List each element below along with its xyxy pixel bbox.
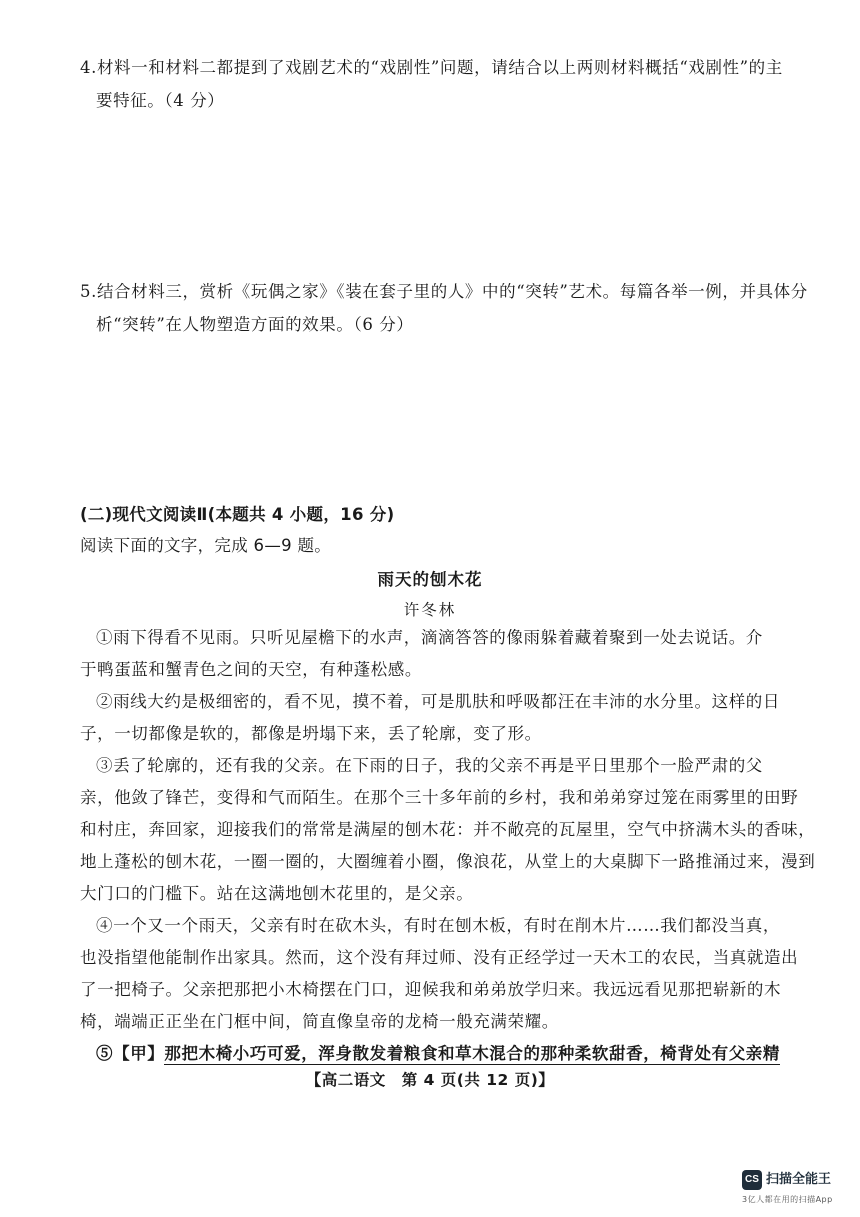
article-line: 大门口的门槛下。站在这满地刨木花里的，是父亲。 [80, 884, 474, 903]
article-line: ④一个又一个雨天，父亲有时在砍木头，有时在刨木板，有时在削木片……我们都没当真， [96, 916, 780, 935]
watermark-slogan: 3亿人都在用的扫描App [742, 1195, 833, 1204]
article-line: 于鸭蛋蓝和蟹青色之间的天空，有种蓬松感。 [80, 660, 422, 679]
camscanner-logo-icon: CS [742, 1170, 762, 1190]
scanner-watermark [742, 1170, 850, 1210]
article-line: 椅，端端正正坐在门框中间，简直像皇帝的龙椅一般充满荣耀。 [80, 1012, 559, 1031]
passage-marker-jia: ⑤【甲】 [96, 1044, 165, 1063]
article-line: 地上蓬松的刨木花，一圈一圈的，大圈缠着小圈，像浪花，从堂上的大桌脚下一路推涌过来，漫到 [80, 852, 816, 871]
article-line: 亲，他敛了锋芒，变得和气而陌生。在那个三十多年前的乡村，我和弟弟穿过笼在雨雾里的田野 [80, 788, 799, 807]
article-line-marked [96, 1042, 780, 1066]
question-5-line-2: 析“突转”在人物塑造方面的效果。（6 分） [96, 315, 414, 334]
question-4-line-2: 要特征。（4 分） [96, 91, 225, 110]
article-author: 许冬林 [403, 601, 457, 619]
question-4-line-1: 4.材料一和材料二都提到了戏剧艺术的“戏剧性”问题，请结合以上两则材料概括“戏剧性”的主 [80, 58, 783, 77]
underlined-passage: 那把木椅小巧可爱，浑身散发着粮食和草木混合的那种柔软甜香，椅背处有父亲精 [164, 1044, 781, 1063]
article-line: ③丢了轮廓的，还有我的父亲。在下雨的日子，我的父亲不再是平日里那个一脸严肃的父 [96, 756, 763, 775]
article-line: ①雨下得看不见雨。只听见屋檐下的水声，滴滴答答的像雨躲着藏着聚到一处去说话。介 [96, 628, 763, 647]
page-footer: 【高二语文 第 4 页(共 12 页)】 [305, 1071, 555, 1089]
article-line: ②雨线大约是极细密的，看不见，摸不着，可是肌肤和呼吸都汪在丰沛的水分里。这样的日 [96, 692, 780, 711]
watermark-brand: 扫描全能王 [766, 1172, 832, 1187]
section-heading: (二)现代文阅读Ⅱ(本题共 4 小题，16 分) [80, 505, 395, 524]
article-title: 雨天的刨木花 [377, 570, 483, 589]
question-5-line-1: 5.结合材料三，赏析《玩偶之家》《装在套子里的人》中的“突转”艺术。每篇各举一例，并具体分 [80, 282, 808, 301]
article-line: 也没指望他能制作出家具。然而，这个没有拜过师、没有正经学过一天木工的农民，当真就造出 [80, 948, 799, 967]
article-line: 了一把椅子。父亲把那把小木椅摆在门口，迎候我和弟弟放学归来。我远远看见那把崭新的木 [80, 980, 782, 999]
article-line: 和村庄，奔回家，迎接我们的常常是满屋的刨木花：并不敞亮的瓦屋里，空气中挤满木头的香味， [80, 820, 816, 839]
article-line: 子，一切都像是软的，都像是坍塌下来，丢了轮廓，变了形。 [80, 724, 542, 743]
section-instruction: 阅读下面的文字，完成 6—9 题。 [80, 536, 332, 555]
